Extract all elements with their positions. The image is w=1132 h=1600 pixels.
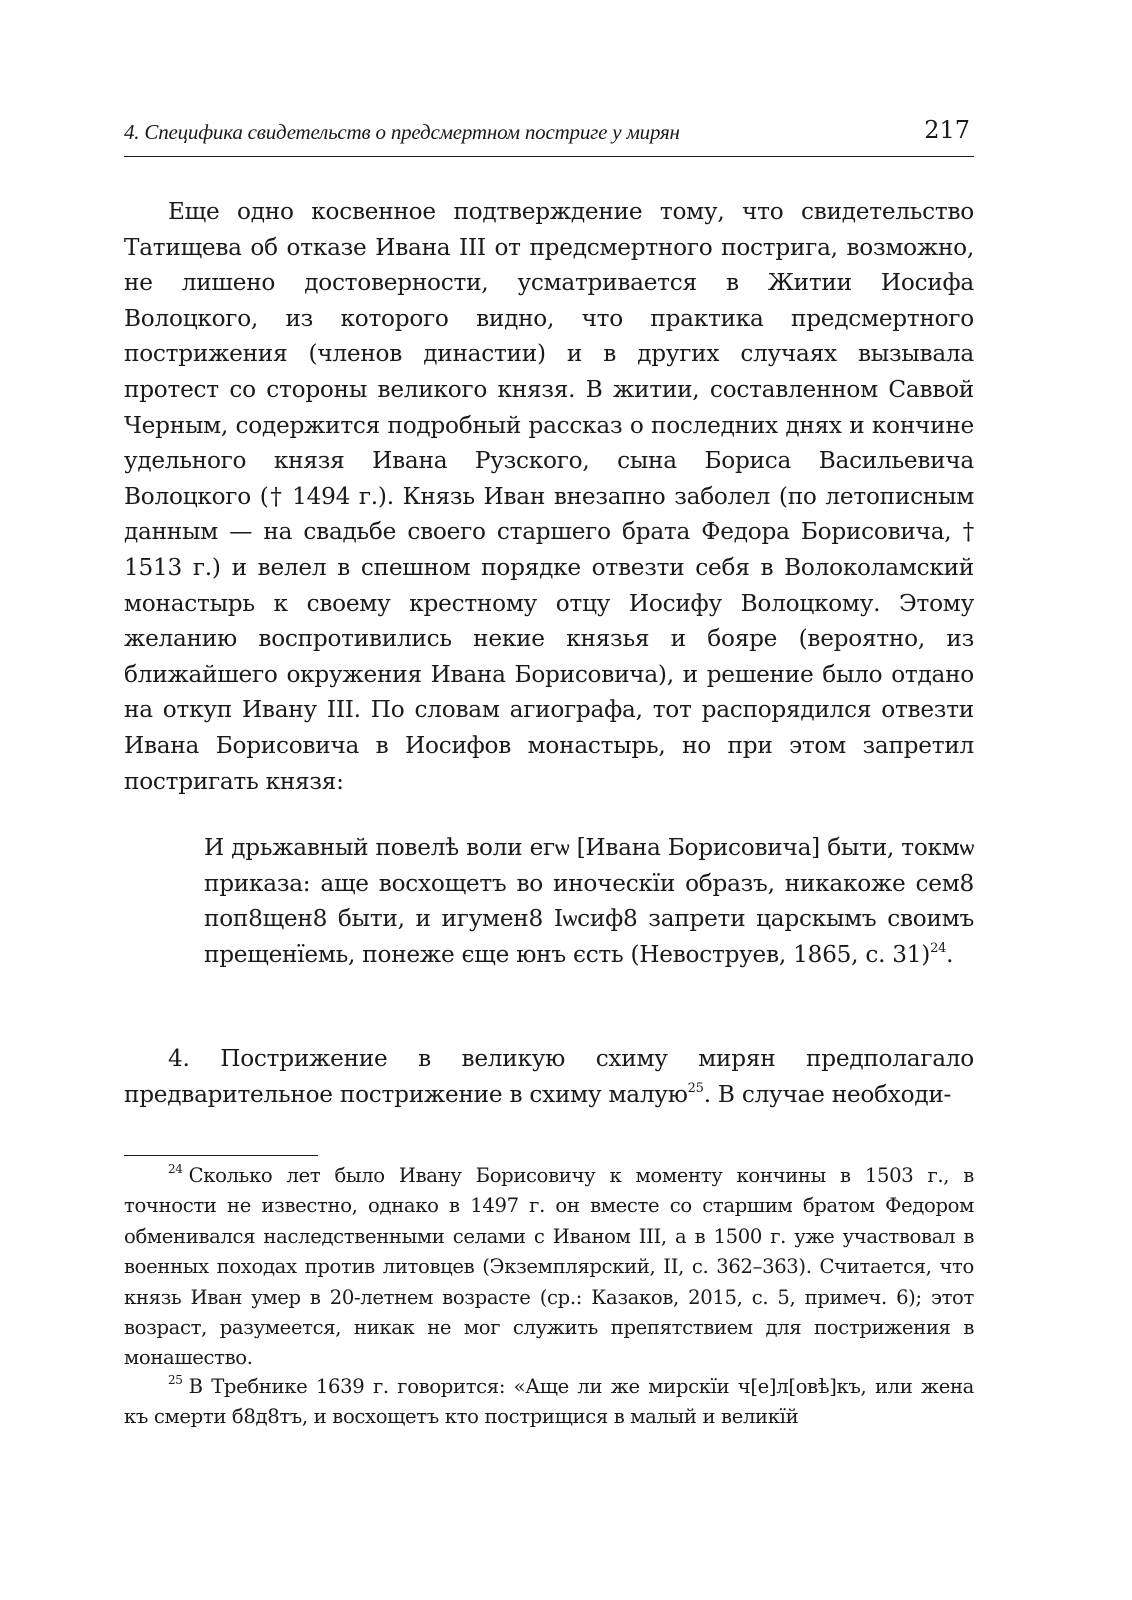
footnote-ref-24[interactable]: 24 <box>930 940 947 956</box>
footnote-24 <box>124 1161 974 1374</box>
block-quote <box>204 830 974 972</box>
quote-end: . <box>946 940 954 968</box>
footnote-text: В Требнике 1639 г. говорится: «Аще ли же мирскїи ч[е]л[овѣ]къ, или жена къ смерти б8д8тъ, и восхощетъ кто пострищися в малый и великїй <box>124 1375 974 1429</box>
running-header <box>124 116 974 157</box>
quote-text: И дрьжавный повелѣ воли егѡ [Ивана Борисовича] быти, токмѡ приказа: аще восхощетъ во иноческїи образъ, никакоже сем8 поп8щен8 быти, и игумен8 Іѡсиф8 запрети царскымъ своимъ прещенїемь, понеже єще юнъ єсть (Невоструев, 1865, с. 31) <box>204 834 974 968</box>
footnote-ref-25[interactable]: 25 <box>687 1080 704 1096</box>
body-paragraph-1: Еще одно косвенное подтверждение тому, что свидетельство Татищева об отказе Ивана III от предсмертного пострига, возможно, не лишено достоверности, усматривается в Житии Иосифа Волоцкого, из которого видно, что практика предсмертного пострижения (членов династии) и в других случаях вызывала протест со стороны великого князя. В житии, составленном Саввой Черным, содержится подробный рассказ о последних днях и кончине удельного князя Ивана Рузского, сына Бориса Васильевича Волоцкого († 1494 г.). Князь Иван внезапно заболел (по летописным данным — на свадьбе своего старшего брата Федора Борисовича, † 1513 г.) и велел в спешном порядке отвезти себя в Волоколамский монастырь к своему крестному отцу Иосифу Волоцкому. Этому желанию воспротивились некие князья и бояре (вероятно, из ближайшего окружения Ивана Борисовича), и решение было отдано на откуп Ивану III. По словам агиографа, тот распорядился отвезти Ивана Борисовича в Иосифов монастырь, но при этом запретил постригать князя: <box>124 198 974 795</box>
footnote-number: 25 <box>168 1373 183 1387</box>
running-title: 4. Специфика свидетельств о предсмертном постриге у мирян <box>124 120 680 144</box>
footnote-separator <box>124 1155 318 1156</box>
page-number: 217 <box>924 116 970 144</box>
paragraph-2-text: 4. Пострижение в великую схиму мирян предполагало предварительное пострижение в схиму малую <box>124 1045 974 1108</box>
footnote-25 <box>124 1372 974 1433</box>
paragraph-2-continuation: . В случае необходи- <box>703 1080 952 1108</box>
footnote-text: Сколько лет было Ивану Борисовичу к моменту кончины в 1503 г., в точности не известно, однако в 1497 г. он вместе со старшим братом Федором обменивался наследственными селами с Иваном III, а в 1500 г. уже участвовал в военных походах против литовцев (Экземплярский, II, с. 362–363). Считается, что князь Иван умер в 20-летнем возрасте (ср.: Казаков, 2015, с. 5, примеч. 6); этот возраст, разумеется, никак не мог служить препятствием для пострижения в монашество. <box>124 1164 974 1370</box>
body-paragraph-2 <box>124 1041 974 1112</box>
footnote-number: 24 <box>168 1162 183 1176</box>
